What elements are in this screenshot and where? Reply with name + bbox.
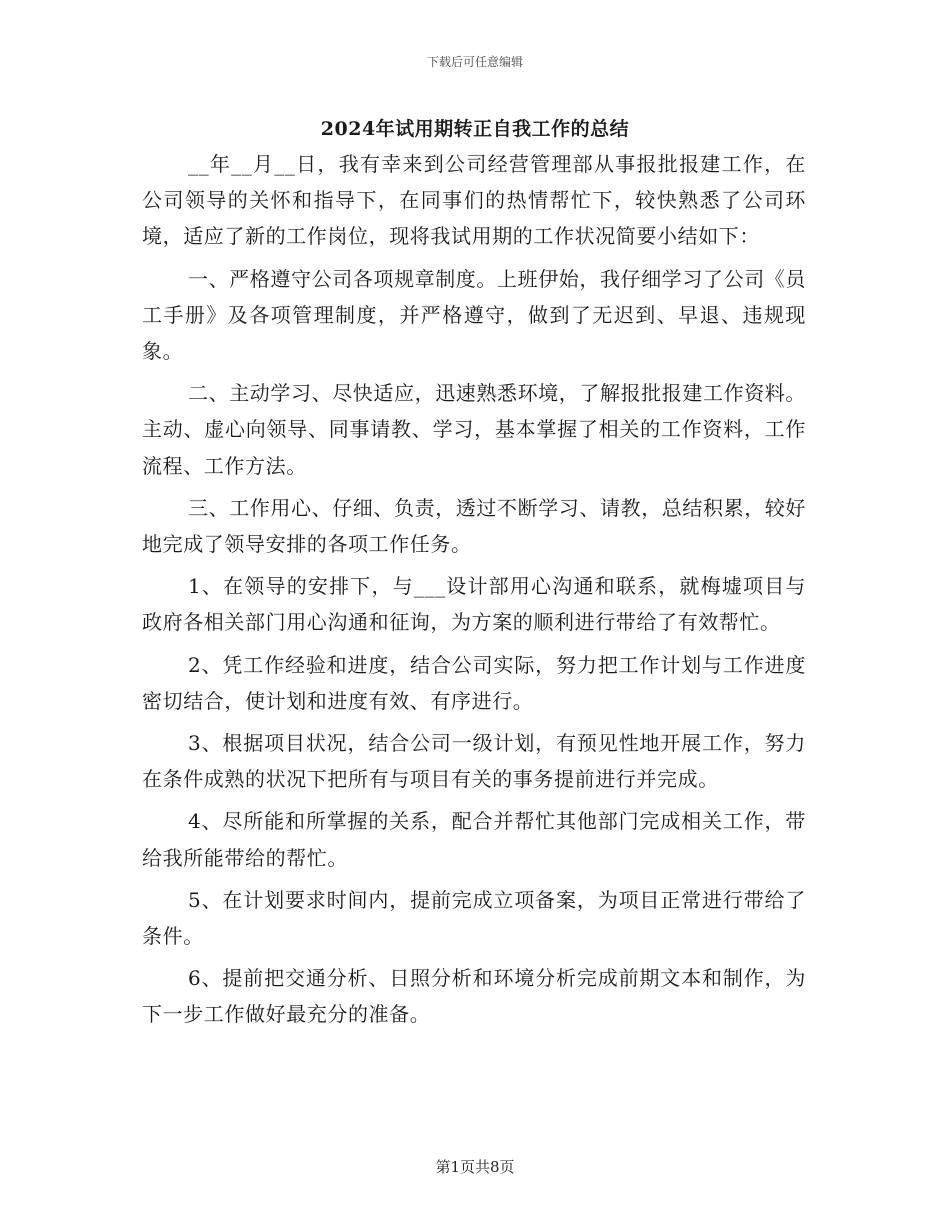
- document-title: 2024年试用期转正自我工作的总结: [320, 118, 630, 140]
- paragraph: 6、提前把交通分析、日照分析和环境分析完成前期文本和制作，为下一步工作做好最充分的准备。: [142, 966, 806, 1027]
- paragraph: __年__月__日，我有幸来到公司经营管理部从事报批报建工作，在公司领导的关怀和指导下，在同事们的热情帮忙下，较快熟悉了公司环境，适应了新的工作岗位，现将我试用期的工作状况简要小结如下：: [142, 152, 806, 249]
- paragraph: 一、严格遵守公司各项规章制度。上班伊始，我仔细学习了公司《员工手册》及各项管理制度，并严格遵守，做到了无迟到、早退、违规现象。: [142, 266, 806, 364]
- paragraph: 3、根据项目状况，结合公司一级计划，有预见性地开展工作，努力在条件成熟的状况下把所有与项目有关的事务提前进行并完成。: [142, 731, 806, 792]
- paragraph: 二、主动学习、尽快适应，迅速熟悉环境，了解报批报建工作资料。主动、虚心向领导、同事请教、学习，基本掌握了相关的工作资料，工作流程、工作方法。: [142, 381, 806, 478]
- paragraph: 4、尽所能和所掌握的关系，配合并帮忙其他部门完成相关工作，带给我所能带给的帮忙。: [142, 809, 806, 870]
- paragraph: 5、在计划要求时间内，提前完成立项备案，为项目正常进行带给了条件。: [142, 887, 806, 949]
- paragraph: 2、凭工作经验和进度，结合公司实际，努力把工作计划与工作进度密切结合，使计划和进度有效、有序进行。: [142, 652, 806, 713]
- paragraph: 1、在领导的安排下，与___设计部用心沟通和联系，就梅墟项目与政府各相关部门用心沟通和征询，为方案的顺利进行带给了有效帮忙。: [142, 574, 806, 635]
- document-body: [142, 146, 806, 1039]
- header-note: 下载后可任意编辑: [426, 55, 523, 69]
- paragraph: 三、工作用心、仔细、负责，透过不断学习、请教，总结积累，较好地完成了领导安排的各项工作任务。: [142, 495, 806, 557]
- page-number: 第1页共8页: [435, 1158, 515, 1176]
